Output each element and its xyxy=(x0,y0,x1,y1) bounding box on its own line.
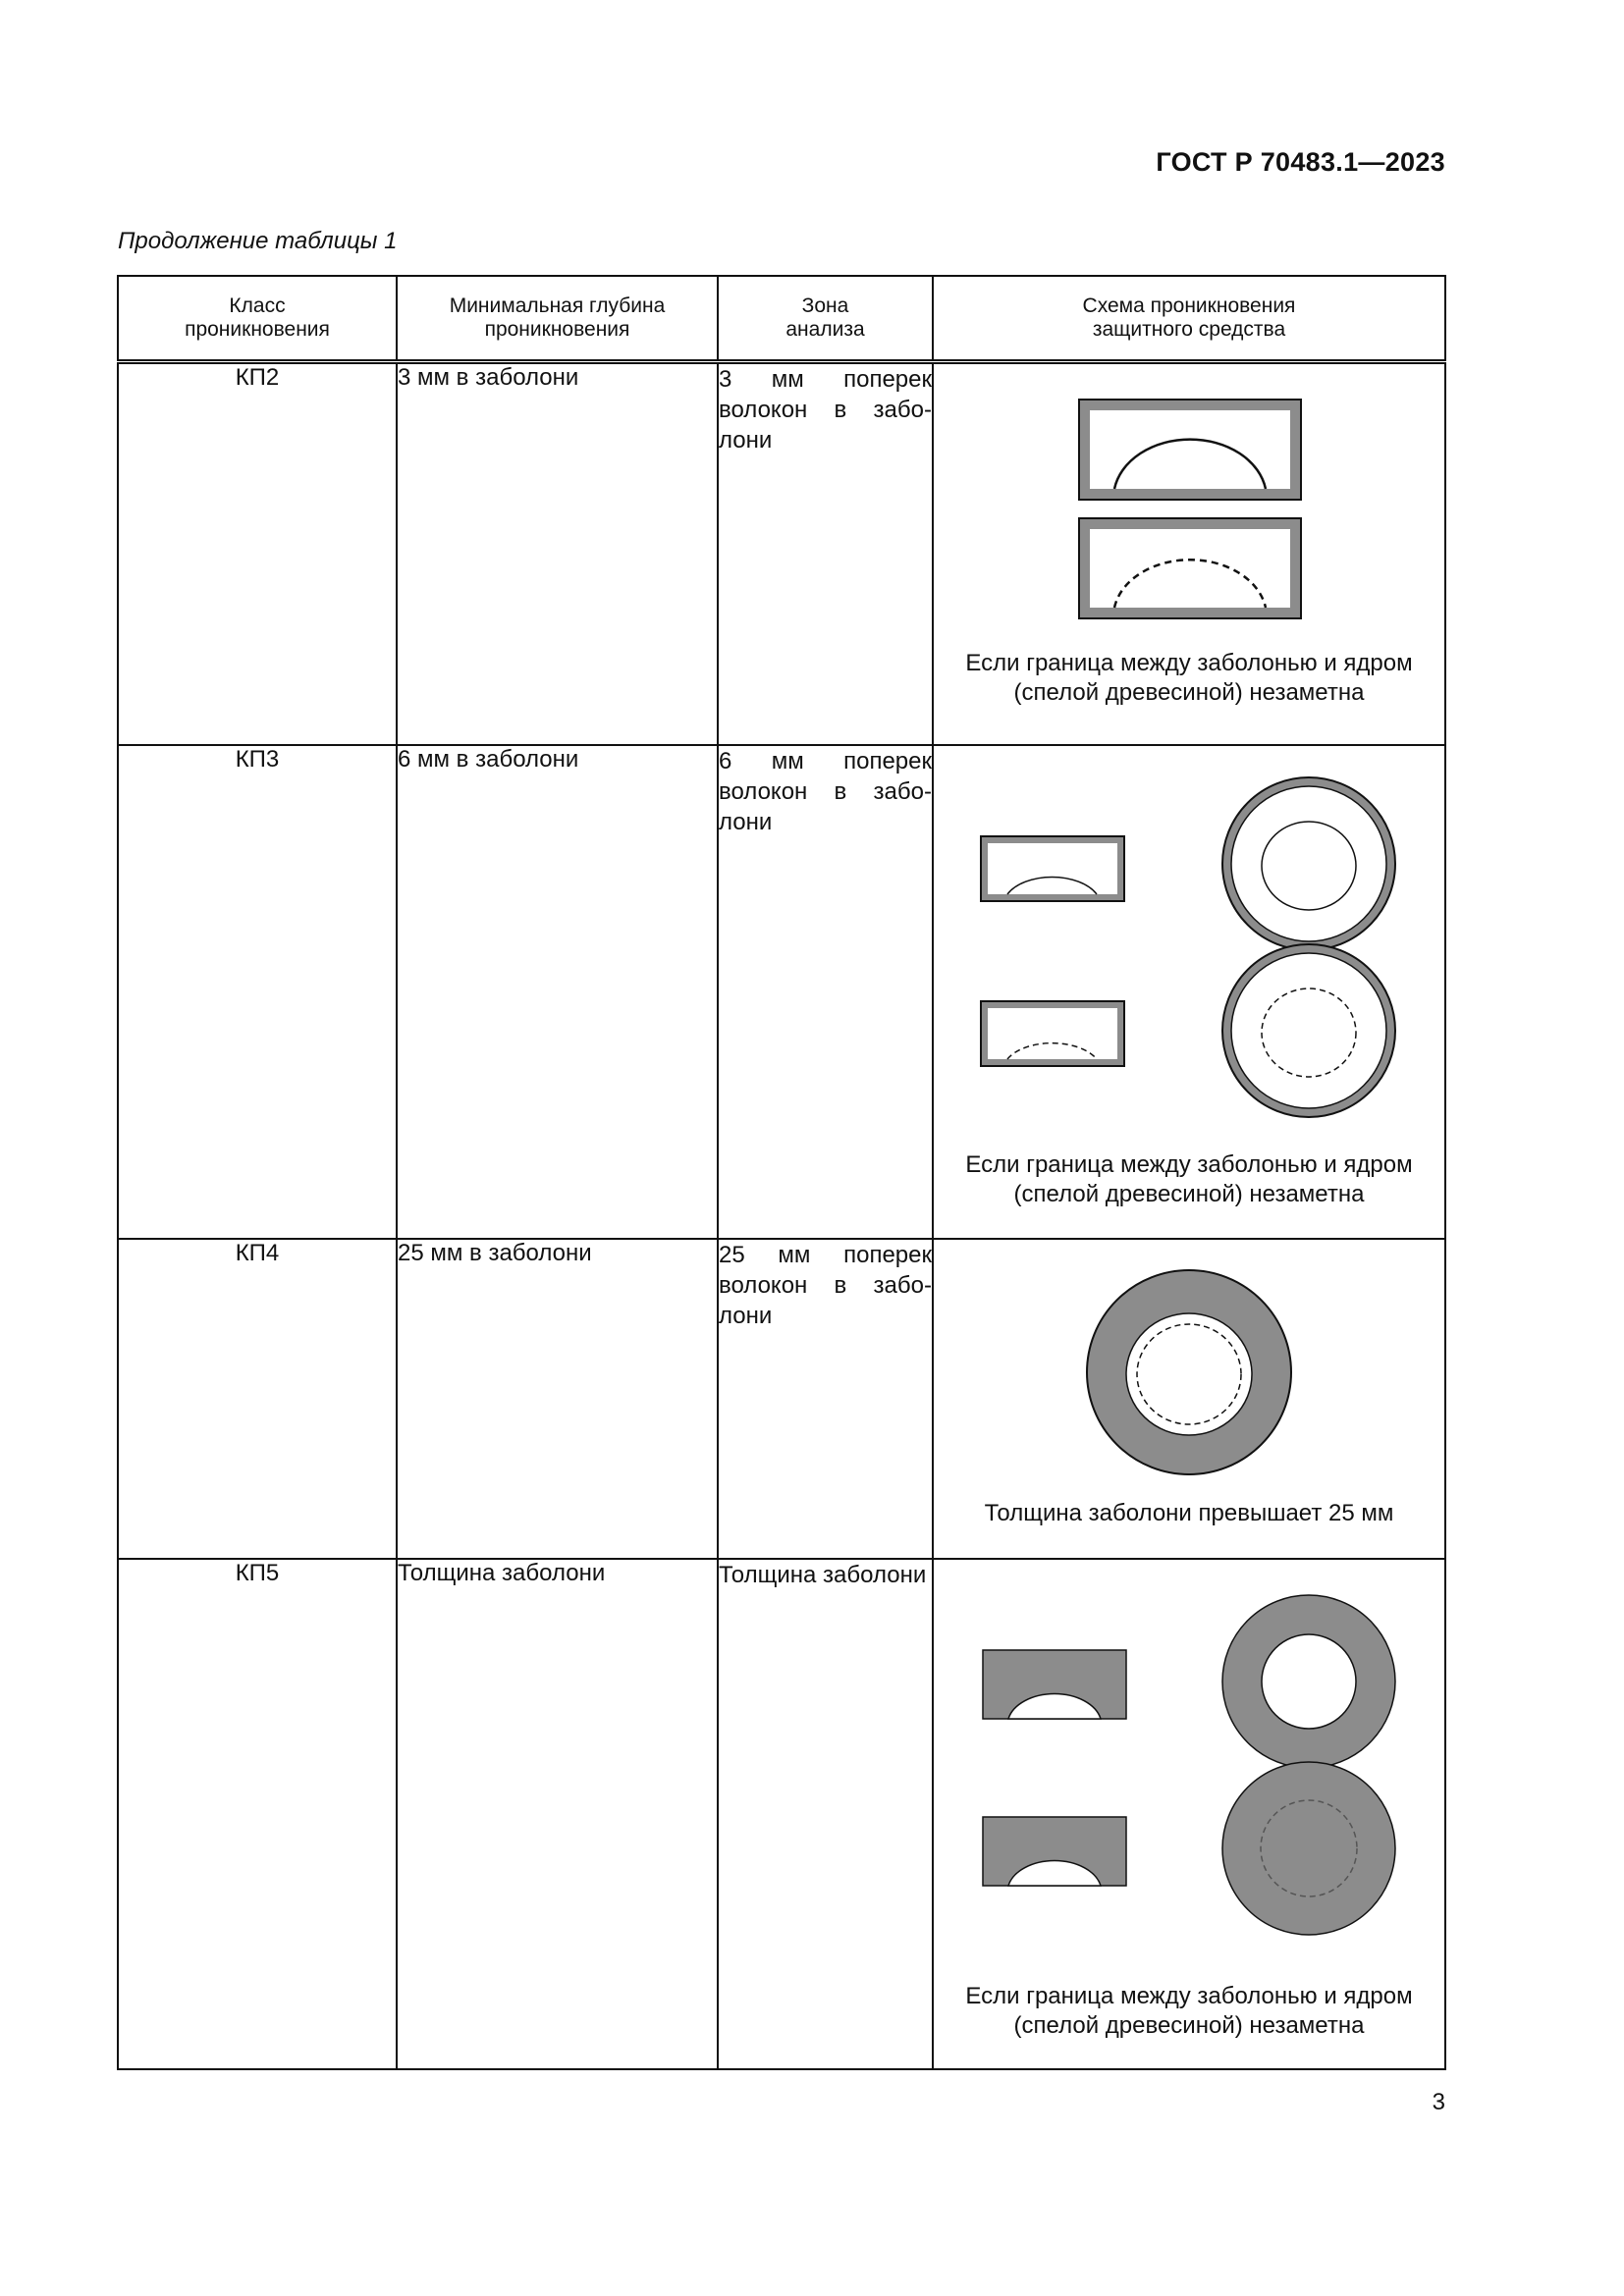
header-zone: Зона анализа xyxy=(718,276,933,362)
log-dashed-ring-icon xyxy=(1222,944,1395,1117)
log-thick-sapwood-icon xyxy=(1087,1270,1291,1474)
header-depth: Минимальная глубина проникновения xyxy=(397,276,718,362)
log-full-sapwood-icon xyxy=(1222,1595,1395,1768)
zone-cell: Толщина заболони xyxy=(718,1559,933,2069)
scheme-note: Если граница между заболонью и ядром (спелой древесиной) незаметна xyxy=(965,1150,1413,1207)
scheme-cell xyxy=(933,362,1445,745)
depth-cell: Толщина заболони xyxy=(397,1559,718,2069)
class-cell: КП4 xyxy=(118,1239,397,1559)
header-scheme: Схема проникновения защитного средства xyxy=(933,276,1445,362)
class-cell: КП2 xyxy=(118,362,397,745)
board-full-sapwood-icon xyxy=(983,1650,1126,1719)
table-caption: Продолжение таблицы 1 xyxy=(118,228,398,254)
table-row-kp4 xyxy=(118,1239,1445,1559)
log-dashed-sapwood-icon xyxy=(1222,1762,1395,1935)
standard-code: ГОСТ Р 70483.1—2023 xyxy=(1156,147,1445,177)
board-dashed-sapwood-icon xyxy=(983,1817,1126,1886)
zone-cell: 25 мм поперек волокон в заболони xyxy=(718,1239,933,1559)
scheme-cell xyxy=(933,1559,1445,2069)
page-number: 3 xyxy=(1432,2089,1445,2115)
table-header-row xyxy=(118,276,1445,362)
board-dashed-line-icon xyxy=(1079,518,1301,618)
class-cell: КП3 xyxy=(118,745,397,1239)
zone-cell: 6 мм поперек волокон в заболони xyxy=(718,745,933,1239)
table-row-kp5 xyxy=(118,1559,1445,2069)
board-solid-line-icon xyxy=(1079,400,1301,500)
header-class: Класс проникновения xyxy=(118,276,397,362)
scheme-cell xyxy=(933,1239,1445,1559)
depth-cell: 6 мм в заболони xyxy=(397,745,718,1239)
log-solid-ring-icon xyxy=(1222,777,1395,950)
scheme-cell xyxy=(933,745,1445,1239)
depth-cell: 25 мм в заболони xyxy=(397,1239,718,1559)
table-row-kp2 xyxy=(118,362,1445,745)
board-dashed-line-icon xyxy=(981,1001,1124,1066)
depth-cell: 3 мм в заболони xyxy=(397,362,718,745)
scheme-note: Если граница между заболонью и ядром (спелой древесиной) незаметна xyxy=(965,1982,1413,2039)
scheme-note: Если граница между заболонью и ядром (спелой древесиной) незаметна xyxy=(965,650,1413,706)
class-cell: КП5 xyxy=(118,1559,397,2069)
board-solid-line-icon xyxy=(981,836,1124,901)
scheme-note: Толщина заболони превышает 25 мм xyxy=(984,1499,1394,1526)
zone-cell: 3 мм поперек волокон в заболони xyxy=(718,362,933,745)
table-row-kp3 xyxy=(118,745,1445,1239)
penetration-table xyxy=(117,275,1446,2070)
